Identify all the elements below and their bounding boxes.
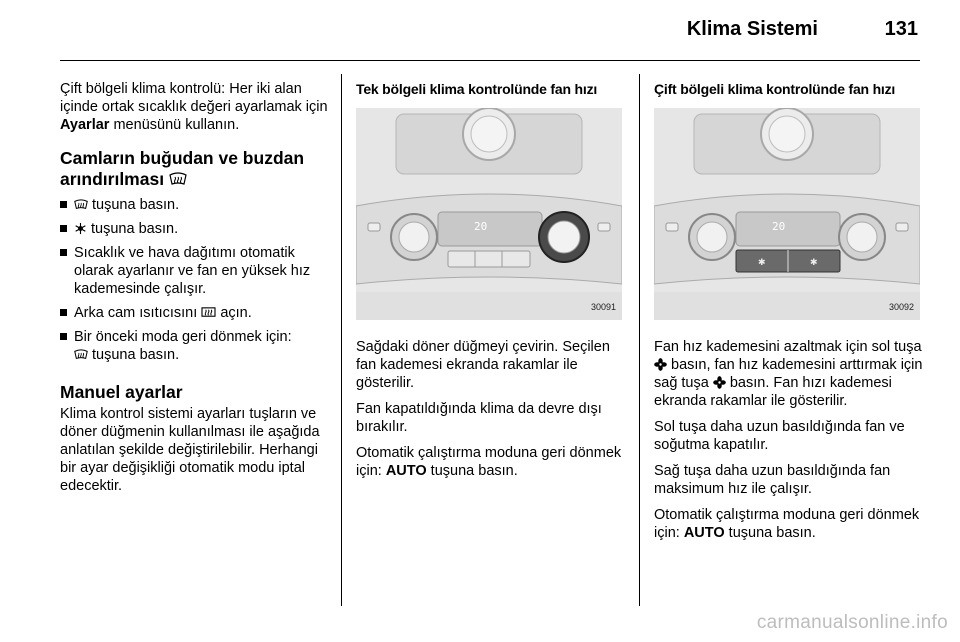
rear-window-heating-icon: [201, 306, 216, 319]
watermark: carmanualsonline.info: [756, 612, 948, 633]
bullet-item: tuşuna basın.: [60, 220, 328, 238]
paragraph: Sağdaki döner düğmeyi çevirin. Seçilen fan kademesi ekranda rakamlar ile gösterilir.: [356, 339, 610, 391]
paragraph: Fan kapatıldığında klima da devre dışı bırakılır.: [356, 401, 602, 435]
snowflake-icon: [74, 222, 87, 235]
svg-text:✱: ✱: [810, 257, 818, 267]
intro-paragraph: Çift bölgeli klima kontrolü: Her iki alan içinde ortak sıcaklık değeri ayarlamak için Ayarlar menüsünü kullanın.: [60, 81, 328, 133]
column-divider-2: [639, 74, 640, 606]
fan-icon: [713, 376, 726, 389]
bullet-item: Sıcaklık ve hava dağıtımı otomatik olarak ayarlanır ve fan en yüksek hız kademesinde çalışır.: [60, 244, 328, 298]
windscreen-defrost-icon: [169, 171, 187, 187]
windscreen-defrost-icon: [74, 198, 88, 211]
page-title: Klima Sistemi: [686, 18, 818, 40]
subheading-single-zone: Tek bölgeli klima kontrolünde fan hızı: [356, 81, 598, 97]
paragraph: Sol tuşa daha uzun basıldığında fan ve soğutma kapatılır.: [654, 419, 905, 453]
paragraph: Fan hız kademesini azaltmak için sol tuşa basın, fan hız kademesini arttırmak için sağ tuşa basın. Fan hızı kademesi ekranda rakamlar ile gösterilir.: [654, 339, 923, 409]
bullet-item: Arka cam ısıtıcısını açın.: [60, 304, 328, 322]
climate-panel-figure-dual: [654, 108, 920, 320]
paragraph: Otomatik çalıştırma moduna geri dönmek için: AUTO tuşuna basın.: [356, 445, 622, 479]
manual-paragraph: Klima kontrol sistemi ayarları tuşların ve döner düğmenin kullanılması ile aşağıda anlatılan şekilde değiştirilebilir. Herhangi bir ayar değişikliği otomatik modu iptal edecektir.: [60, 406, 320, 494]
bullet-item: Bir önceki moda geri dönmek için: tuşuna basın.: [60, 328, 328, 364]
climate-panel-figure-single: [356, 108, 622, 320]
paragraph: Otomatik çalıştırma moduna geri dönmek için: AUTO tuşuna basın.: [654, 507, 920, 541]
heading-defrost: Camların buğudan ve buzdan arındırılması: [60, 148, 305, 189]
windscreen-defrost-icon: [74, 348, 88, 361]
fan-icon: [654, 358, 667, 371]
header-rule: [60, 60, 920, 61]
column-left: [60, 80, 328, 503]
column-divider-1: [341, 74, 342, 606]
paragraph: Sağ tuşa daha uzun basıldığında fan maksimum hız ile çalışır.: [654, 463, 891, 497]
heading-manual: Manuel ayarlar: [60, 382, 183, 402]
figure-display-text: 20: [772, 220, 786, 233]
subheading-dual-zone: Çift bölgeli klima kontrolünde fan hızı: [654, 81, 896, 97]
column-middle: [356, 80, 626, 488]
page-number: 131: [884, 18, 918, 40]
column-right: [654, 80, 924, 550]
figure-code: 30092: [888, 302, 914, 312]
figure-display-text: 20: [474, 220, 488, 233]
bullet-item: tuşuna basın.: [60, 196, 328, 214]
svg-text:✱: ✱: [758, 257, 766, 267]
figure-code: 30091: [590, 302, 616, 312]
